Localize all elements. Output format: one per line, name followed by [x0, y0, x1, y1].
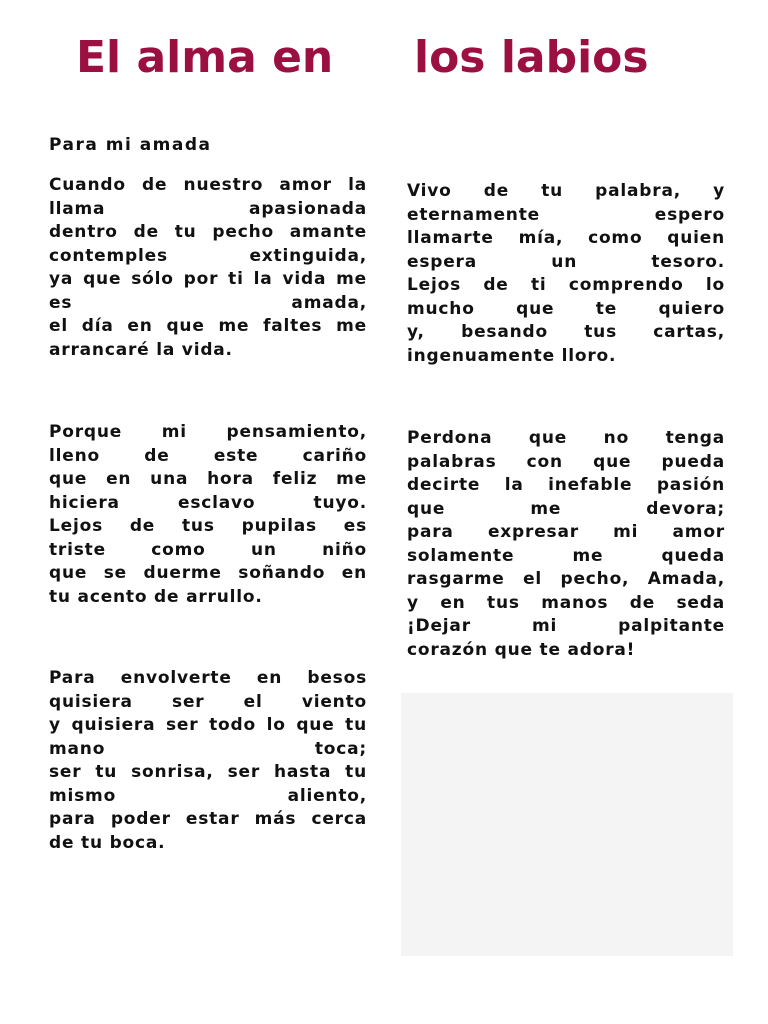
poem-line: tu acento de arrullo.: [49, 586, 263, 607]
poem-line: y en tus manos de seda: [407, 592, 725, 613]
poem-line: quisiera ser el viento: [49, 691, 367, 712]
poem-line: el día en que me faltes me: [49, 316, 367, 336]
poem-line: palabras con que pueda: [407, 451, 725, 472]
poem-line: mucho que te quiero: [407, 298, 725, 319]
poem-line: hiciera esclavo tuyo.: [49, 492, 367, 513]
poem-line: corazón que te adora!: [407, 639, 636, 660]
stanza-5: [49, 667, 367, 855]
stanza-2: [407, 180, 725, 368]
poem-line: eternamente espero: [407, 204, 725, 225]
poem-line: ¡Dejar mi palpitante: [407, 616, 725, 636]
poem-line: que se duerme soñando en: [49, 563, 367, 583]
blank-image-panel: [401, 693, 733, 956]
poem-line: dentro de tu pecho amante: [49, 222, 367, 242]
poem-line: es amada,: [49, 292, 367, 313]
dedication: Para mi amada: [49, 135, 212, 155]
poem-line: llamarte mía, como quien: [407, 228, 725, 248]
poem-line: Lejos de tus pupilas es: [49, 516, 367, 536]
poem-line: Cuando de nuestro amor la: [49, 175, 367, 195]
poem-line: espera un tesoro.: [407, 251, 725, 272]
poem-line: de tu boca.: [49, 832, 166, 853]
poem-line: arrancaré la vida.: [49, 339, 233, 360]
poem-line: Vivo de tu palabra, y: [407, 181, 725, 201]
poem-line: ya que sólo por ti la vida me: [49, 269, 367, 289]
poem-line: triste como un niño: [49, 539, 367, 560]
poem-line: mano toca;: [49, 738, 367, 759]
poem-line: Para envolverte en besos: [49, 668, 367, 688]
poem-line: solamente me queda: [407, 545, 725, 566]
poem-line: y quisiera ser todo lo que tu: [49, 715, 367, 735]
poem-line: que me devora;: [407, 498, 725, 519]
poem-line: ingenuamente lloro.: [407, 345, 617, 366]
poem-line: Lejos de ti comprendo lo: [407, 275, 725, 295]
page-title-part-2: los labios: [414, 32, 649, 83]
poem-line: y, besando tus cartas,: [407, 322, 725, 342]
stanza-4: [407, 427, 725, 662]
poem-line: Porque mi pensamiento,: [49, 422, 367, 442]
stanza-3: [49, 421, 367, 609]
poem-line: rasgarme el pecho, Amada,: [407, 569, 725, 589]
page-title-part-1: El alma en: [76, 32, 334, 83]
poem-line: Perdona que no tenga: [407, 428, 725, 448]
stanza-1: [49, 174, 367, 362]
poem-line: llama apasionada: [49, 198, 367, 219]
poem-line: contemples extinguida,: [49, 245, 367, 266]
poem-line: que en una hora feliz me: [49, 469, 367, 489]
poem-line: para expresar mi amor: [407, 522, 725, 542]
poem-line: para poder estar más cerca: [49, 809, 367, 829]
poem-line: decirte la inefable pasión: [407, 475, 725, 495]
poem-line: ser tu sonrisa, ser hasta tu: [49, 762, 367, 782]
poem-line: mismo aliento,: [49, 785, 367, 806]
poem-line: lleno de este cariño: [49, 445, 367, 466]
